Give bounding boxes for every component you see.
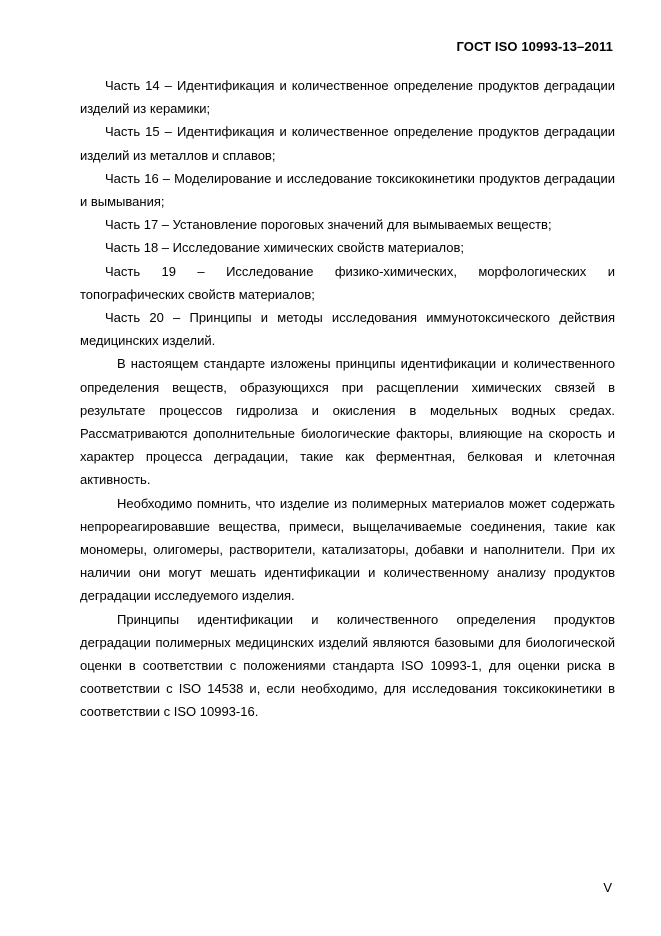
- part-18-item: Часть 18 – Исследование химических свойств материалов;: [105, 240, 464, 256]
- part-17-item: Часть 17 – Установление пороговых значений для вымываемых веществ;: [105, 217, 552, 233]
- part-19-item: Часть 19 – Исследование физико-химических, морфологических и топографических свойств материалов;: [80, 263, 615, 302]
- document-body: [80, 74, 615, 724]
- part-16-item: Часть 16 – Моделирование и исследование токсикокинетики продуктов деградации и вымывания;: [80, 170, 615, 210]
- principles-paragraph: Принципы идентификации и количественного определения продуктов деградации полимерных медицинских изделий являются базовыми для биологической оценки в соответствии с положениями стандарта ISO 10993-1, для оценки риска в соответствии с ISO 14538 и, если необходимо, для исследования токсикокинетики в соответствии с ISO 10993-16.: [80, 611, 615, 720]
- document-code-header: ГОСТ ISO 10993-13–2011: [456, 39, 613, 54]
- part-15-item: Часть 15 – Идентификация и количественное определение продуктов деградации изделий из металлов и сплавов;: [80, 124, 615, 163]
- part-14-item: Часть 14 – Идентификация и количественное определение продуктов деградации изделий из керамики;: [80, 78, 615, 117]
- part-20-item: Часть 20 – Принципы и методы исследования иммунотоксического действия медицинских изделий.: [80, 310, 615, 349]
- page-number: V: [603, 880, 612, 895]
- residuals-paragraph: Необходимо помнить, что изделие из полимерных материалов может содержать непрореагировавшие вещества, примеси, выщелачиваемые соединения, такие как мономеры, олигомеры, растворители, катализаторы, добавки и наполнители. При их наличии они могут мешать идентификации и количественному анализу продуктов деградации исследуемого изделия.: [80, 495, 615, 604]
- scope-paragraph: В настоящем стандарте изложены принципы идентификации и количественного определения веществ, образующихся при расщеплении химических связей в результате процессов гидролиза и окисления в модельных водных средах. Рассматриваются дополнительные биологические факторы, влияющие на скорость и характер процесса деградации, такие как ферментная, белковая и клеточная активность.: [80, 356, 615, 488]
